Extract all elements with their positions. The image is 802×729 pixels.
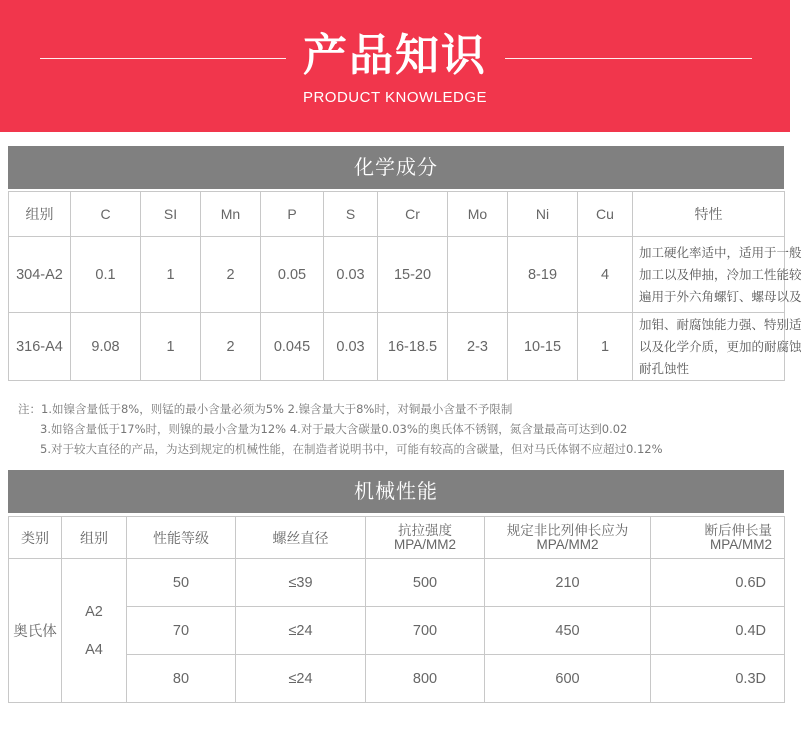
cell-s: 0.03 xyxy=(324,237,378,313)
cell-ni: 10-15 xyxy=(508,313,578,381)
cell-tensile: 800 xyxy=(366,655,485,703)
property-line: 加工硬化率适中，适用于一般 xyxy=(639,245,802,260)
cell-yield: 450 xyxy=(485,607,651,655)
header-mo: Mo xyxy=(448,192,508,237)
cell-mo xyxy=(448,237,508,313)
header-group: 组别 xyxy=(62,517,127,559)
header-p: P xyxy=(261,192,324,237)
chemical-section-title: 化学成分 xyxy=(8,146,784,189)
property-line: 耐孔蚀性 xyxy=(639,361,690,376)
chemical-header-row xyxy=(9,192,785,237)
cell-mn: 2 xyxy=(201,237,261,313)
page-title: 产品知识 xyxy=(303,30,487,81)
note-line: 注：1.如镍含量低于8%，则锰的最小含量必须为5% 2.镍含量大于8%时，对铜最小含量不予限制 xyxy=(18,402,513,416)
cell-diameter: ≤24 xyxy=(236,607,366,655)
header-banner xyxy=(0,0,790,132)
property-line: 加钼、耐腐蚀能力强、特别适 xyxy=(639,317,802,332)
cell-s: 0.03 xyxy=(324,313,378,381)
cell-mn: 2 xyxy=(201,313,261,381)
cell-si: 1 xyxy=(141,237,201,313)
header-cu: Cu xyxy=(578,192,633,237)
cell-c: 0.1 xyxy=(71,237,141,313)
cell-group-list xyxy=(62,559,127,703)
cell-diameter: ≤24 xyxy=(236,655,366,703)
header-grade: 性能等级 xyxy=(127,517,236,559)
cell-yield: 600 xyxy=(485,655,651,703)
header-yield xyxy=(485,517,651,559)
property-line: 遍用于外六角螺钉、螺母以及 xyxy=(639,289,802,304)
cell-tensile: 700 xyxy=(366,607,485,655)
header-tensile-label: 抗拉强度 xyxy=(398,522,452,538)
header-tensile xyxy=(366,517,485,559)
header-group: 组别 xyxy=(9,192,71,237)
chemical-composition-table xyxy=(8,191,802,381)
header-elongation xyxy=(651,517,785,559)
header-ni: Ni xyxy=(508,192,578,237)
header-s: S xyxy=(324,192,378,237)
cell-group: 316-A4 xyxy=(9,313,71,381)
cell-cr: 16-18.5 xyxy=(378,313,448,381)
cell-c: 9.08 xyxy=(71,313,141,381)
property-line: 加工以及伸抽，冷加工性能较 xyxy=(639,267,802,282)
cell-category: 奥氏体 xyxy=(9,559,62,703)
cell-p: 0.05 xyxy=(261,237,324,313)
cell-p: 0.045 xyxy=(261,313,324,381)
cell-group: 304-A2 xyxy=(9,237,71,313)
cell-properties xyxy=(633,313,802,381)
cell-yield: 210 xyxy=(485,559,651,607)
note-line: 5.对于较大直径的产品，为达到规定的机械性能，在制造者说明书中，可能有较高的含碳量，但对马氏体钢不应超过0.12% xyxy=(40,442,663,456)
mechanical-header-row xyxy=(9,517,785,559)
header-tensile-unit: MPA/MM2 xyxy=(393,536,456,552)
header-si: SI xyxy=(141,192,201,237)
property-line: 以及化学介质，更加的耐腐蚀 xyxy=(639,339,802,354)
cell-diameter: ≤39 xyxy=(236,559,366,607)
cell-grade: 80 xyxy=(127,655,236,703)
header-c: C xyxy=(71,192,141,237)
cell-properties xyxy=(633,237,802,313)
cell-elongation: 0.3D xyxy=(651,655,785,703)
table-row xyxy=(9,237,785,313)
header-cr: Cr xyxy=(378,192,448,237)
mechanical-properties-table xyxy=(8,516,785,703)
cell-grade: 50 xyxy=(127,559,236,607)
group-a4: A4 xyxy=(85,641,103,658)
mechanical-section-title: 机械性能 xyxy=(8,470,784,513)
header-yield-label: 规定非比列伸长应为 xyxy=(506,522,629,538)
header-mn: Mn xyxy=(201,192,261,237)
header-properties: 特性 xyxy=(633,192,785,237)
note-line: 3.如铬含量低于17%时，则镍的最小含量为12% 4.对于最大含碳量0.03%的奥氏体不锈钢，氮含量最高可达到0.02 xyxy=(40,422,628,436)
cell-elongation: 0.6D xyxy=(651,559,785,607)
cell-mo: 2-3 xyxy=(448,313,508,381)
page-subtitle: PRODUCT KNOWLEDGE xyxy=(302,89,488,106)
cell-si: 1 xyxy=(141,313,201,381)
table-row xyxy=(9,559,785,607)
cell-cu: 4 xyxy=(578,237,633,313)
header-category: 类别 xyxy=(9,517,62,559)
cell-cr: 15-20 xyxy=(378,237,448,313)
header-elongation-unit: MPA/MM2 xyxy=(709,536,772,552)
header-diameter: 螺丝直径 xyxy=(236,517,366,559)
cell-tensile: 500 xyxy=(366,559,485,607)
composition-notes xyxy=(18,399,788,459)
cell-grade: 70 xyxy=(127,607,236,655)
header-elongation-label: 断后伸长量 xyxy=(704,522,772,538)
cell-cu: 1 xyxy=(578,313,633,381)
header-yield-unit: MPA/MM2 xyxy=(536,536,599,552)
cell-ni: 8-19 xyxy=(508,237,578,313)
table-row xyxy=(9,313,785,381)
group-a2: A2 xyxy=(85,603,103,620)
cell-elongation: 0.4D xyxy=(651,607,785,655)
